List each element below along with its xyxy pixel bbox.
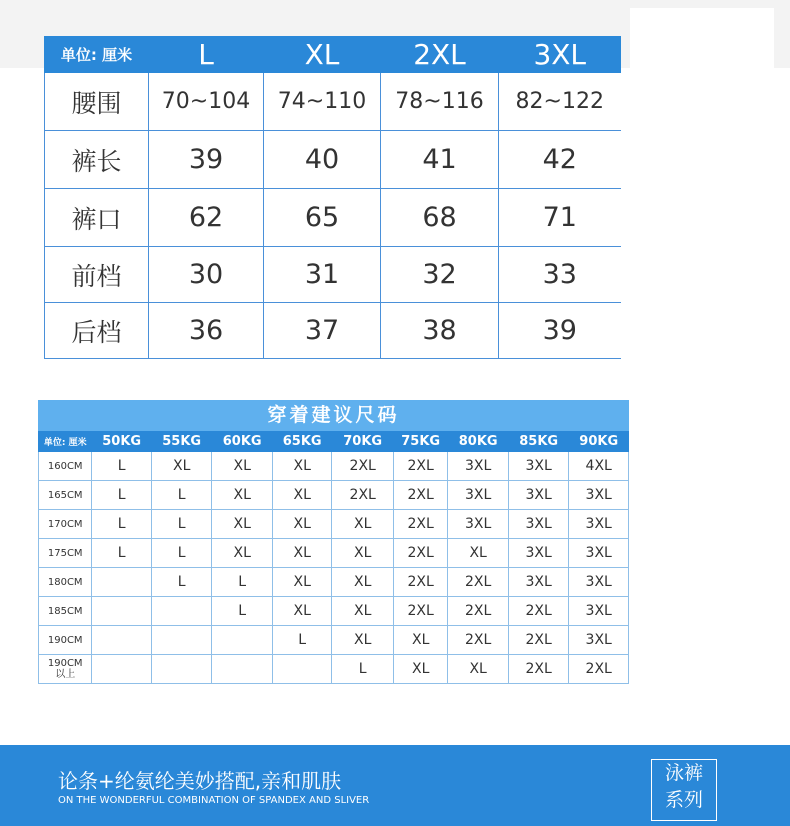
- table-row: [45, 247, 621, 303]
- table-cell: L: [92, 510, 152, 539]
- table-cell: [212, 655, 273, 684]
- table-cell: XL: [448, 655, 509, 684]
- table-row: [39, 452, 629, 481]
- table-cell: 3XL: [448, 452, 509, 481]
- table-cell: 2XL: [508, 655, 569, 684]
- table-row: [45, 189, 621, 247]
- table-cell: 2XL: [332, 481, 394, 510]
- height-label: 170CM: [39, 510, 92, 539]
- table-cell: XL: [272, 539, 332, 568]
- table-cell: [151, 626, 212, 655]
- table-row: [39, 597, 629, 626]
- table-cell: 3XL: [569, 597, 629, 626]
- table-cell: 2XL: [393, 510, 447, 539]
- footer-slogan-cn: 论条+纶氨纶美妙搭配,亲和肌肤: [58, 769, 342, 793]
- table-cell: 3XL: [508, 481, 569, 510]
- table-cell: 3XL: [569, 510, 629, 539]
- table-cell: 3XL: [569, 626, 629, 655]
- table-cell: XL: [272, 452, 332, 481]
- table-cell: XL: [212, 481, 273, 510]
- recommend-size-table: [38, 431, 629, 684]
- table-cell: XL: [272, 481, 332, 510]
- height-label: 190CM 以上: [39, 655, 92, 684]
- unit-label: 单位: 厘米: [45, 37, 149, 73]
- table-row: [45, 73, 621, 131]
- table-cell: 4XL: [569, 452, 629, 481]
- height-label: 165CM: [39, 481, 92, 510]
- table-cell: 3XL: [448, 481, 509, 510]
- table-cell: XL: [332, 539, 394, 568]
- recommend-header: [39, 432, 629, 452]
- size-chart-table: [44, 36, 621, 359]
- weight-header: 65KG: [272, 432, 332, 452]
- table-cell: 2XL: [448, 597, 509, 626]
- table-row: [45, 303, 621, 359]
- table-cell: L: [92, 481, 152, 510]
- table-cell: [151, 597, 212, 626]
- table-cell: 2XL: [569, 655, 629, 684]
- table-cell: 2XL: [393, 568, 447, 597]
- height-label: 190CM: [39, 626, 92, 655]
- weight-header: 50KG: [92, 432, 152, 452]
- row-label: 腰围: [45, 73, 149, 131]
- table-cell: 37: [264, 303, 381, 359]
- table-cell: 3XL: [508, 539, 569, 568]
- table-cell: L: [212, 597, 273, 626]
- row-label: 裤长: [45, 131, 149, 189]
- recommend-title: 穿着建议尺码: [38, 400, 629, 431]
- series-badge-line2: 系列: [664, 789, 703, 811]
- table-row: [39, 568, 629, 597]
- table-cell: 2XL: [508, 597, 569, 626]
- table-cell: XL: [272, 510, 332, 539]
- table-cell: [92, 655, 152, 684]
- table-cell: 70~104: [149, 73, 264, 131]
- table-cell: 2XL: [393, 481, 447, 510]
- table-cell: 41: [381, 131, 499, 189]
- table-cell: 65: [264, 189, 381, 247]
- weight-header: 80KG: [448, 432, 509, 452]
- table-cell: 2XL: [508, 626, 569, 655]
- table-cell: 39: [149, 131, 264, 189]
- unit-label: 单位: 厘米: [39, 432, 92, 452]
- size-chart-header: [45, 37, 621, 73]
- weight-header: 75KG: [393, 432, 447, 452]
- table-cell: XL: [212, 539, 273, 568]
- footer-banner: [0, 745, 790, 826]
- table-cell: [92, 597, 152, 626]
- weight-header: 70KG: [332, 432, 394, 452]
- series-badge-line1: 泳裤: [664, 762, 703, 784]
- recommend-size-section: [38, 400, 629, 684]
- table-cell: 82~122: [499, 73, 621, 131]
- table-cell: XL: [332, 568, 394, 597]
- table-cell: 3XL: [508, 452, 569, 481]
- table-cell: 33: [499, 247, 621, 303]
- weight-header: 90KG: [569, 432, 629, 452]
- table-cell: 2XL: [393, 597, 447, 626]
- table-cell: XL: [332, 626, 394, 655]
- table-cell: 2XL: [332, 452, 394, 481]
- height-label: 185CM: [39, 597, 92, 626]
- size-header: 2XL: [381, 37, 499, 73]
- table-cell: 68: [381, 189, 499, 247]
- table-cell: 3XL: [569, 539, 629, 568]
- table-row: [39, 655, 629, 684]
- table-cell: 2XL: [393, 452, 447, 481]
- table-cell: 62: [149, 189, 264, 247]
- table-cell: 3XL: [569, 481, 629, 510]
- table-cell: L: [272, 626, 332, 655]
- table-cell: L: [212, 568, 273, 597]
- row-label: 前档: [45, 247, 149, 303]
- table-cell: 42: [499, 131, 621, 189]
- table-cell: 2XL: [393, 539, 447, 568]
- table-row: [39, 510, 629, 539]
- table-cell: XL: [151, 452, 212, 481]
- table-cell: 32: [381, 247, 499, 303]
- table-cell: 2XL: [448, 626, 509, 655]
- table-cell: L: [92, 539, 152, 568]
- weight-header: 60KG: [212, 432, 273, 452]
- table-cell: 36: [149, 303, 264, 359]
- table-cell: 38: [381, 303, 499, 359]
- table-cell: XL: [448, 539, 509, 568]
- row-label: 裤口: [45, 189, 149, 247]
- table-cell: [151, 655, 212, 684]
- table-cell: XL: [212, 510, 273, 539]
- table-cell: XL: [212, 452, 273, 481]
- table-cell: 2XL: [448, 568, 509, 597]
- top-card: [630, 8, 774, 68]
- table-cell: 3XL: [508, 510, 569, 539]
- table-cell: 3XL: [508, 568, 569, 597]
- table-cell: L: [92, 452, 152, 481]
- table-cell: 71: [499, 189, 621, 247]
- weight-header: 85KG: [508, 432, 569, 452]
- table-row: [39, 626, 629, 655]
- size-header: XL: [264, 37, 381, 73]
- table-cell: [92, 626, 152, 655]
- table-cell: L: [332, 655, 394, 684]
- table-cell: XL: [393, 626, 447, 655]
- table-cell: 40: [264, 131, 381, 189]
- table-cell: XL: [272, 568, 332, 597]
- table-cell: XL: [332, 597, 394, 626]
- table-cell: [272, 655, 332, 684]
- table-cell: 78~116: [381, 73, 499, 131]
- table-row: [39, 539, 629, 568]
- height-label: 160CM: [39, 452, 92, 481]
- table-cell: 3XL: [448, 510, 509, 539]
- table-cell: XL: [332, 510, 394, 539]
- table-cell: [92, 568, 152, 597]
- footer-slogan-en: ON THE WONDERFUL COMBINATION OF SPANDEX AND SLIVER: [58, 795, 370, 806]
- table-cell: XL: [272, 597, 332, 626]
- height-label: 175CM: [39, 539, 92, 568]
- table-row: [45, 131, 621, 189]
- size-header: 3XL: [499, 37, 621, 73]
- row-label: 后档: [45, 303, 149, 359]
- table-cell: L: [151, 481, 212, 510]
- table-cell: 3XL: [569, 568, 629, 597]
- table-cell: L: [151, 539, 212, 568]
- table-cell: 74~110: [264, 73, 381, 131]
- height-label: 180CM: [39, 568, 92, 597]
- table-cell: L: [151, 568, 212, 597]
- table-cell: XL: [393, 655, 447, 684]
- table-cell: 31: [264, 247, 381, 303]
- table-cell: [212, 626, 273, 655]
- series-badge: [651, 759, 717, 821]
- table-cell: 30: [149, 247, 264, 303]
- weight-header: 55KG: [151, 432, 212, 452]
- size-header: L: [149, 37, 264, 73]
- table-cell: L: [151, 510, 212, 539]
- table-cell: 39: [499, 303, 621, 359]
- table-row: [39, 481, 629, 510]
